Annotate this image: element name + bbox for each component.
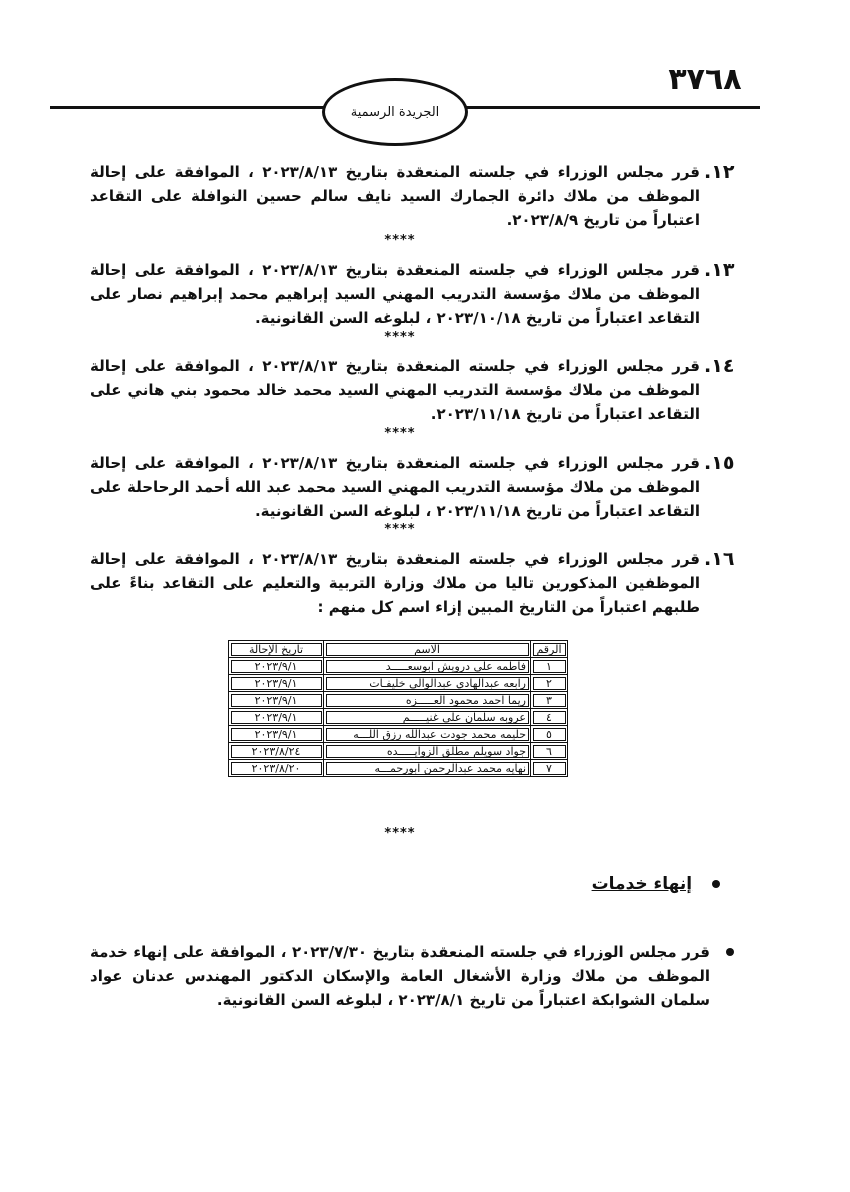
item-text: قرر مجلس الوزراء في جلسته المنعقدة بتاريخ ٢٠٢٣/٨/١٣ ، الموافقة على إحالة الموظف من ملاك مؤسسة التدريب المهني السيد محمد عبد الله أحمد الرحاحلة على التقاعد اعتباراً من تاريخ ٢٠٢٣/١١/١٨ ، لبلوغه السن القانونية. <box>90 454 700 520</box>
item-text: قرر مجلس الوزراء في جلسته المنعقدة بتاريخ ٢٠٢٣/٨/١٣ ، الموافقة على إحالة الموظف من ملاك مؤسسة التدريب المهني السيد محمد خالد محمود بني هاني على التقاعد اعتباراً من تاريخ ٢٠٢٣/١١/١٨. <box>90 357 700 423</box>
separator: **** <box>384 826 416 841</box>
gazette-title: الجريدة الرسمية <box>350 104 440 120</box>
cell-number: ٦ <box>531 743 568 760</box>
item-number: ١٢. <box>704 161 735 183</box>
separator: **** <box>384 522 416 537</box>
cell-date: ٢٠٢٣/٨/٢٤ <box>229 743 324 760</box>
separator: **** <box>384 330 416 345</box>
cell-number: ٢ <box>531 675 568 692</box>
cell-number: ٤ <box>531 709 568 726</box>
cell-name: نهايه محمد عبدالرحمن ابورحمـــه <box>324 760 531 777</box>
cell-name: حليمه محمد جودت عبدالله رزق اللـــه <box>324 726 531 743</box>
bullet-icon <box>726 948 734 956</box>
decision-item-14 <box>90 354 735 426</box>
separator: **** <box>384 233 416 248</box>
gazette-title-oval <box>322 78 468 146</box>
decision-item-15 <box>90 451 735 523</box>
cell-date: ٢٠٢٣/٩/١ <box>229 692 324 709</box>
decision-item-12 <box>90 160 735 232</box>
cell-name: جواد سويلم مطلق الزوايـــــده <box>324 743 531 760</box>
page-number: ٣٧٦٨ <box>668 62 742 97</box>
cell-name: فاطمه علي درويش ابوسعـــــد <box>324 658 531 675</box>
termination-heading <box>540 874 720 894</box>
table-header-row <box>229 641 568 658</box>
cell-number: ٣ <box>531 692 568 709</box>
table-row <box>229 709 568 726</box>
section-title: إنهاء خدمات <box>591 874 693 894</box>
decision-item-13 <box>90 258 735 330</box>
item-number: ١٤. <box>704 355 735 377</box>
cell-number: ١ <box>531 658 568 675</box>
separator: **** <box>384 426 416 441</box>
item-number: ١٣. <box>704 259 735 281</box>
item-number: ١٥. <box>704 452 735 474</box>
cell-date: ٢٠٢٣/٩/١ <box>229 709 324 726</box>
header-name: الاسم <box>324 641 531 658</box>
item-text: قرر مجلس الوزراء في جلسته المنعقدة بتاريخ ٢٠٢٣/٨/١٣ ، الموافقة على إحالة الموظفين المذكورين تاليا من ملاك وزارة التربية والتعليم على التقاعد بناءً على طلبهم اعتباراً من التاريخ المبين إزاء اسم كل منهم : <box>90 550 700 616</box>
table-row <box>229 760 568 777</box>
item-text: قرر مجلس الوزراء في جلسته المنعقدة بتاريخ ٢٠٢٣/٨/١٣ ، الموافقة على إحالة الموظف من ملاك مؤسسة التدريب المهني السيد إبراهيم محمد إبراهيم نصار على التقاعد اعتباراً من تاريخ ٢٠٢٣/١٠/١٨ ، لبلوغه السن القانونية. <box>90 261 700 327</box>
table-row <box>229 743 568 760</box>
table-row <box>229 675 568 692</box>
item-text: قرر مجلس الوزراء في جلسته المنعقدة بتاريخ ٢٠٢٣/٨/١٣ ، الموافقة على إحالة الموظف من ملاك دائرة الجمارك السيد نايف سالم حسين النوافلة على التقاعد اعتباراً من تاريخ ٢٠٢٣/٨/٩. <box>90 163 700 229</box>
bullet-icon <box>712 880 720 888</box>
cell-name: عروبه سلمان علي غنيـــــم <box>324 709 531 726</box>
header-date: تاريخ الإحالة <box>229 641 324 658</box>
cell-date: ٢٠٢٣/٩/١ <box>229 658 324 675</box>
table-row <box>229 726 568 743</box>
item-text: قرر مجلس الوزراء في جلسته المنعقدة بتاريخ ٢٠٢٣/٧/٣٠ ، الموافقة على إنهاء خدمة الموظف من ملاك وزارة الأشغال العامة والإسكان الدكتور المهندس عدنان عواد سلمان الشوابكة اعتباراً من تاريخ ٢٠٢٣/٨/١ ، لبلوغه السن القانونية. <box>90 943 711 1009</box>
header-number: الرقم <box>531 641 568 658</box>
termination-item <box>90 940 710 1012</box>
cell-number: ٥ <box>531 726 568 743</box>
cell-name: رابعه عبدالهادي عبدالوالي خليفـات <box>324 675 531 692</box>
item-number: ١٦. <box>704 548 735 570</box>
cell-name: ريما احمد محمود العـــــزه <box>324 692 531 709</box>
table-row <box>229 692 568 709</box>
table-row <box>229 658 568 675</box>
cell-date: ٢٠٢٣/٨/٢٠ <box>229 760 324 777</box>
decision-item-16 <box>90 547 735 619</box>
retirees-table <box>228 640 568 777</box>
cell-date: ٢٠٢٣/٩/١ <box>229 675 324 692</box>
cell-date: ٢٠٢٣/٩/١ <box>229 726 324 743</box>
cell-number: ٧ <box>531 760 568 777</box>
